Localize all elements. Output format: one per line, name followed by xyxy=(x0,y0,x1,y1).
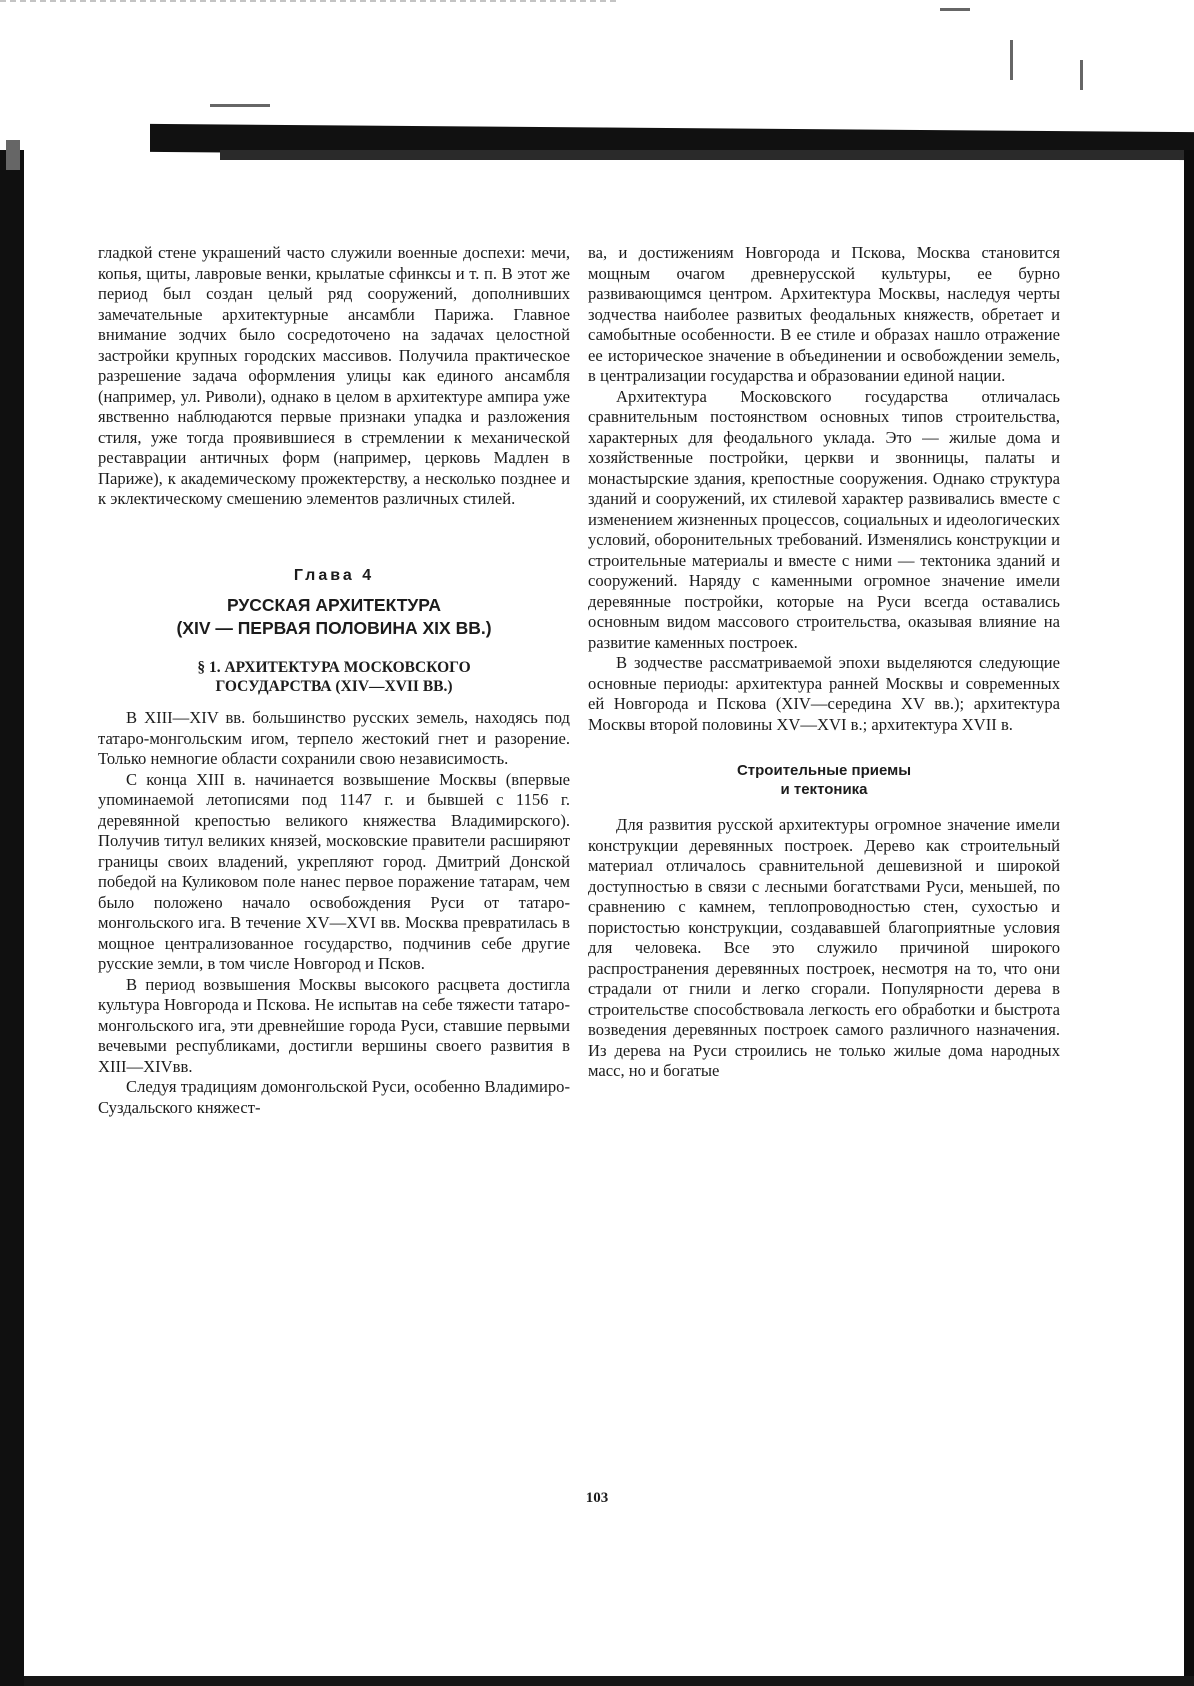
intro-paragraph: гладкой стене украшений часто служили военные доспехи: мечи, копья, щиты, лавровые венки, крылатые сфинксы и т. п. В этот же период был создан целый ряд сооружений, дополнивших замечательные архитектурные ансамбли Парижа. Главное внимание зодчих было сосредоточено на задачах целостной застройки крупных городских массивов. Получила практическое разрешение задача оформления улицы как единого ансамбля (например, ул. Риволи), однако в целом в архитектуре ампира уже явственно наблюдаются первые признаки упадка и разложения стиля, уже тогда проявившиеся в стремлении к механической реставрации античных форм (например, церковь Мадлен в Париже), к академическому прожектерству, а несколько позднее и к эклектическому смешению элементов различных стилей. xyxy=(98,243,570,508)
section-title-line1: § 1. АРХИТЕКТУРА МОСКОВСКОГО xyxy=(197,659,471,676)
paragraph: В период возвышения Москвы высокого расцвета достигла культура Новгорода и Пскова. Не испытав на себе тяжести татаро-монгольского ига, эти древнейшие города Руси, ставшие первыми вечевыми республиками, достигли вершины своего развития в XIII—XIVвв. xyxy=(98,974,570,1076)
scan-bottom-edge xyxy=(24,1676,1194,1686)
chapter-title-line1: РУССКАЯ АРХИТЕКТУРА xyxy=(226,595,442,615)
right-column xyxy=(588,243,1060,1082)
chapter-label: Глава 4 xyxy=(293,566,375,584)
section-title-line2: ГОСУДАРСТВА (XIV—XVII ВВ.) xyxy=(215,678,453,695)
subsection-title xyxy=(588,761,1060,799)
scan-left-edge xyxy=(0,150,24,1686)
chapter-heading xyxy=(98,566,570,641)
scan-top-noise xyxy=(0,0,620,2)
scan-speck xyxy=(940,8,970,11)
paragraph: Архитектура Московского государства отличалась сравнительным постоянством основных типов строительства, характерных для феодального уклада. Это — жилые дома и хозяйственные постройки, церкви и звонницы, палаты и монастырские здания, крепостные сооружения. Однако структура зданий и сооружений, их стилевой характер развивались вместе с изменением жизненных процессов, социальных и идеологических условий, оборонительных требований. Изменялись конструкции и строительные материалы и вместе с ними — тектоника зданий и сооружений. Наряду с каменными огромное значение имели деревянные постройки, которые на Руси всегда оставались основным видом массового строительства, оказывая влияние на развитие каменных построек. xyxy=(588,386,1060,652)
paragraph: Следуя традициям домонгольской Руси, особенно Владимиро-Суздальского княжест- xyxy=(98,1077,570,1117)
chapter-title-line2: (XIV — ПЕРВАЯ ПОЛОВИНА XIX ВВ.) xyxy=(176,618,492,638)
paragraph: В зодчестве рассматриваемой эпохи выделяются следующие основные периоды: архитектура ранней Москвы и современных ей Новгорода и Пскова (XIV—середина XV вв.); архитектура Москвы второй половины XV—XVI в.; архитектура XVII в. xyxy=(588,653,1060,734)
scan-speck xyxy=(210,104,270,107)
scan-speck xyxy=(6,140,20,170)
scan-right-edge xyxy=(1184,150,1194,1686)
subsection-title-line2: и тектоника xyxy=(780,781,868,798)
paragraph: В XIII—XIV вв. большинство русских земель, находясь под татаро-монгольским игом, терпело жестокий гнет и разорение. Только немногие области сохранили свою независимость. xyxy=(98,708,570,768)
scan-speck xyxy=(1080,60,1083,90)
page-number: 103 xyxy=(585,1490,609,1506)
paragraph: ва, и достижениям Новгорода и Пскова, Москва становится мощным очагом древнерусской культуры, ее бурно развивающимся центром. Архитектура Москвы, наследуя черты зодчества наиболее развитых феодальных княжеств, обретает и самобытные особенности. В ее стиле и образах нашло отражение ее историческое значение в объединении и освобождении земель, в централизации государства и образовании единой нации. xyxy=(588,243,1060,385)
section-title xyxy=(98,658,570,696)
scan-speck xyxy=(1010,40,1013,80)
paragraph: С конца XIII в. начинается возвышение Москвы (впервые упоминаемой летописями под 1147 г. и бывшей с 1156 г. деревянной крепостью великого княжества Владимирского). Получив титул великих князей, московские правители расширяют границы своих владений, укрепляют город. Дмитрий Донской победой на Куликовом поле нанес первое поражение татарам, чем было положено начало освобождения Руси от татаро-монгольского ига. В течение XV—XVI вв. Москва превратилась в мощное централизованное государство, подчинив себе другие русские земли, в том числе Новгород и Псков. xyxy=(98,769,570,973)
scan-top-shadow-tail xyxy=(220,150,1194,160)
left-column xyxy=(98,243,570,1118)
subsection-title-line1: Строительные приемы xyxy=(736,762,912,779)
paragraph: Для развития русской архитектуры огромное значение имели конструкции деревянных построек. Дерево как строительный материал отличалось сравнительной дешевизной и широкой доступностью в связи с лесными богатствами Руси, меньшей, по сравнению с камнем, теплопроводностью стен, сухостью и пористостью конструкции, создававшей благоприятные условия для человека. Все это служило причиной широкого распространения деревянных построек, несмотря на то, что они страдали от гнили и легко сгорали. Популярности дерева в строительстве способствовала легкость его обработки и быстрота возведения деревянных построек самого различного назначения. Из дерева на Руси строились не только жилые дома народных масс, но и богатые xyxy=(588,815,1060,1080)
